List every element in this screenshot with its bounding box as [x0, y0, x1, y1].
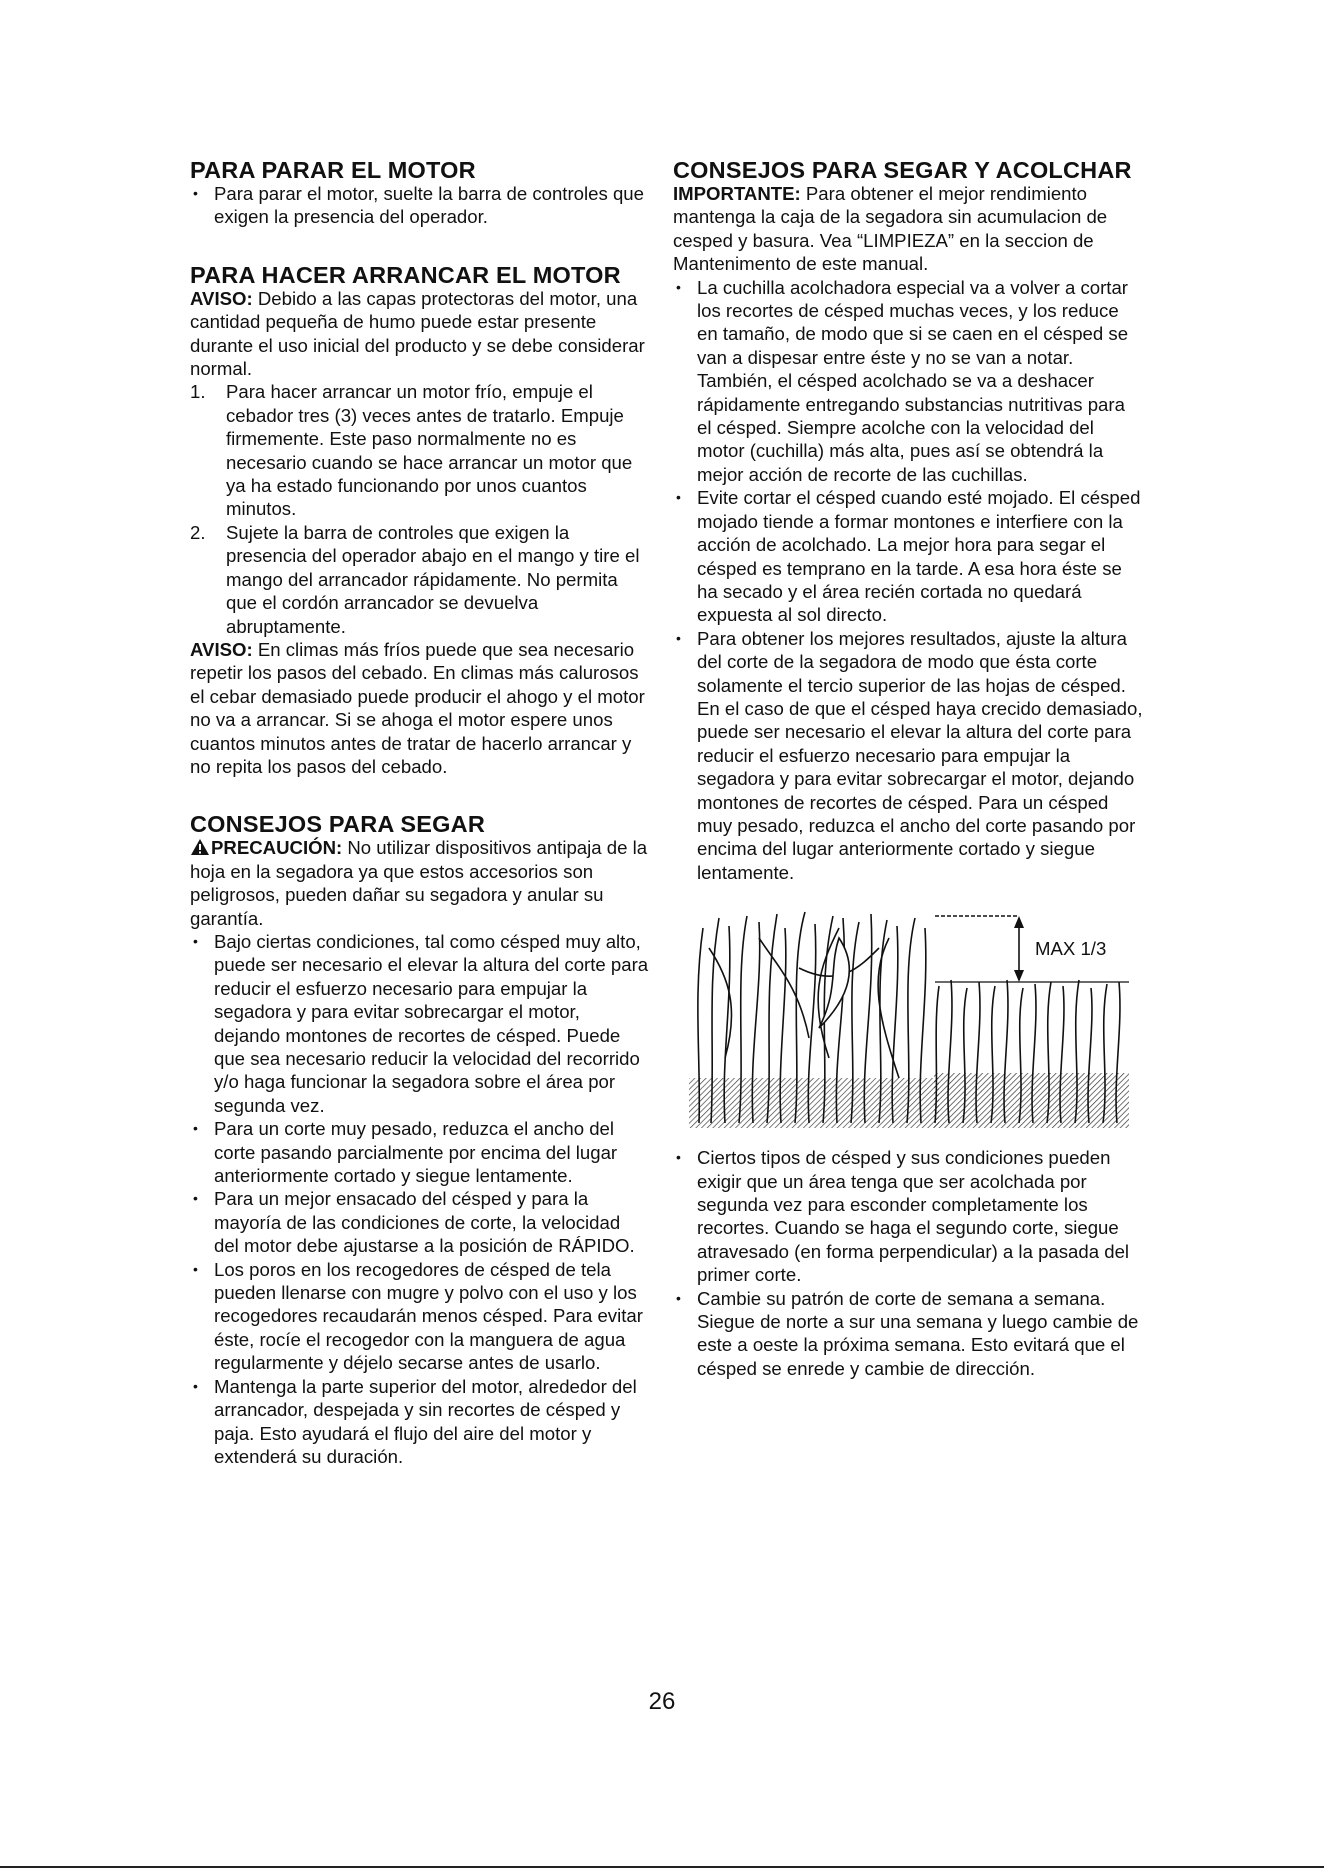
mulching-important: IMPORTANTE: Para obtener el mejor rendimiento mantenga la caja de la segadora sin acumulacion de cesped y basura. Vea “LIMPIEZA” en la seccion de Mantenimento de este manual.: [673, 183, 1108, 275]
bottom-rule: [0, 1866, 1324, 1868]
start-engine-heading: PARA HACER ARRANCAR EL MOTOR: [190, 261, 621, 288]
page-number: 26: [648, 1688, 676, 1715]
list-item: • Ciertos tipos de césped y sus condiciones pueden exigir que un área tenga que ser acolchada por segunda vez para esconder completamente los recortes. Cuando se haga el segundo corte, siegue atravesado (en forma perpendicular) a la pasada del primer corte.: [676, 1147, 1130, 1286]
list-item: • Bajo ciertas condiciones, tal como césped muy alto, puede ser necesario el elevar la altura del corte para reducir el esfuerzo necesario para empujar la segadora y para evitar sobrecargar el motor, dejando montones de recortes de césped. Puede que sea necesario reducir la velocidad del recorrido y/o haga funcionar la segadora sobre el área por segunda vez.: [193, 930, 649, 1116]
bullet-icon: •: [193, 1190, 198, 1207]
bullet-icon: •: [676, 278, 681, 295]
list-item: • La cuchilla acolchadora especial va a volver a cortar los recortes de césped muchas veces, y los reduce en tamaño, de modo que si se caen en el césped se van a dispesar entre éste y no se van a notar. También, el césped acolchado se va a deshacer rápidamente entregando substancias nutritivas para el césped. Siempre acolche con la velocidad del motor (cuchilla) más alta, pues así se obtendrá la mejor acción de recorte de las cuchillas.: [676, 276, 1129, 485]
bullet-icon: •: [193, 1260, 198, 1277]
stop-engine-list: [190, 182, 650, 229]
list-item: • Mantenga la parte superior del motor, alrededor del arrancador, despejada y sin recortes de césped y paja. Esto ayudará el flujo del aire del motor y extenderá su duración.: [193, 1375, 637, 1467]
bullet-icon: •: [193, 1377, 198, 1394]
mowing-tips-list: [190, 930, 650, 1468]
bullet-icon: •: [193, 932, 198, 949]
bullet-icon: •: [676, 629, 681, 646]
mowing-tips-heading: CONSEJOS PARA SEGAR: [190, 811, 485, 838]
max-cut-label: MAX 1/3: [1035, 938, 1107, 960]
stop-engine-heading: PARA PARAR EL MOTOR: [190, 157, 476, 183]
list-item: 1. Para hacer arrancar un motor frío, empuje el cebador tres (3) veces antes de tratarlo. Empuje firmemente. Este paso normalmente no es necesario cuando se hace arrancar un motor que ya ha estado funcionando por unos cuantos minutos.: [190, 381, 633, 520]
list-item: • Para un corte muy pesado, reduzca el ancho del corte pasando parcialmente por encima del lugar anteriormente cortado y siegue lentamente.: [193, 1118, 618, 1187]
bullet-icon: •: [676, 489, 681, 506]
mulching-tips-list: [673, 276, 1143, 885]
bullet-icon: •: [193, 185, 198, 201]
start-engine-aviso-2: AVISO: En climas más fríos puede que sea necesario repetir los pasos del cebado. En climas más calurosos el cebar demasiado puede producir el ahogo y el motor no va a arrancar. Si se ahoga el motor espere unos cuantos minutos antes de tratar de hacerlo arrancar y no repita los pasos del cebado.: [190, 638, 645, 777]
list-item: • Los poros en los recogedores de césped de tela pueden llenarse con mugre y polvo con el uso y los recogedores recaudarán menos césped. Para evitar éste, rocíe el recogedor con la manguera de agua regularmente y déjelo secarse antes de usarlo.: [193, 1258, 643, 1374]
bullet-icon: •: [676, 1149, 681, 1166]
right-column: [673, 158, 1143, 1380]
start-engine-aviso: AVISO: Debido a las capas protectoras del motor, una cantidad pequeña de humo puede estar presente durante el uso inicial del producto y se debe considerar normal.: [190, 287, 645, 380]
list-item: • Para parar el motor, suelte la barra de controles que exigen la presencia del operador.: [193, 183, 644, 228]
mulching-tips-list-2: [673, 1146, 1143, 1380]
bullet-icon: •: [193, 1120, 198, 1137]
list-item: • Para obtener los mejores resultados, ajuste la altura del corte de la segadora de modo que ésta corte solamente el tercio superior de las hojas de césped. En el caso de que el césped haya crecido demasiado, puede ser necesario el elevar la altura del corte para reducir el esfuerzo necesario para empujar la segadora y para evitar sobrecargar el motor, dejando montones de recortes de césped. Para un césped muy pesado, reduzca el ancho del corte pasando por encima del lugar anteriormente cortado y siegue lentamente.: [676, 627, 1143, 883]
grass-cut-figure: [689, 908, 1129, 1128]
mowing-caution: PRECAUCIÓN: No utilizar dispositivos antipaja de la hoja en la segadora ya que estos accesorios son peligrosos, pueden dañar su segadora y anular su garantía.: [190, 837, 648, 929]
start-engine-steps: [190, 380, 650, 637]
warning-icon: [190, 838, 210, 856]
list-item: 2. Sujete la barra de controles que exigen la presencia del operador abajo en el mango y tire el mango del arrancador rápidamente. No permita que el cordón arrancador se devuelva abruptamente.: [190, 521, 640, 637]
mulching-tips-heading: CONSEJOS PARA SEGAR Y ACOLCHAR: [673, 157, 1132, 183]
left-column: [190, 158, 650, 1468]
list-item: • Cambie su patrón de corte de semana a semana. Siegue de norte a sur una semana y luego cambie de este a oeste la próxima semana. Esto evitará que el césped se enrede y cambie de dirección.: [676, 1287, 1139, 1379]
list-item: • Para un mejor ensacado del césped y para la mayoría de las condiciones de corte, la velocidad del motor debe ajustarse a la posición de RÁPIDO.: [193, 1188, 635, 1257]
list-item: • Evite cortar el césped cuando esté mojado. El césped mojado tiende a formar montones e interfiere con la acción de acolchado. La mejor hora para segar el césped es temprano en la tarde. A esa hora éste se ha secado y el área recién cortada no quedará expuesta al sol directo.: [676, 487, 1141, 626]
bullet-icon: •: [676, 1289, 681, 1306]
